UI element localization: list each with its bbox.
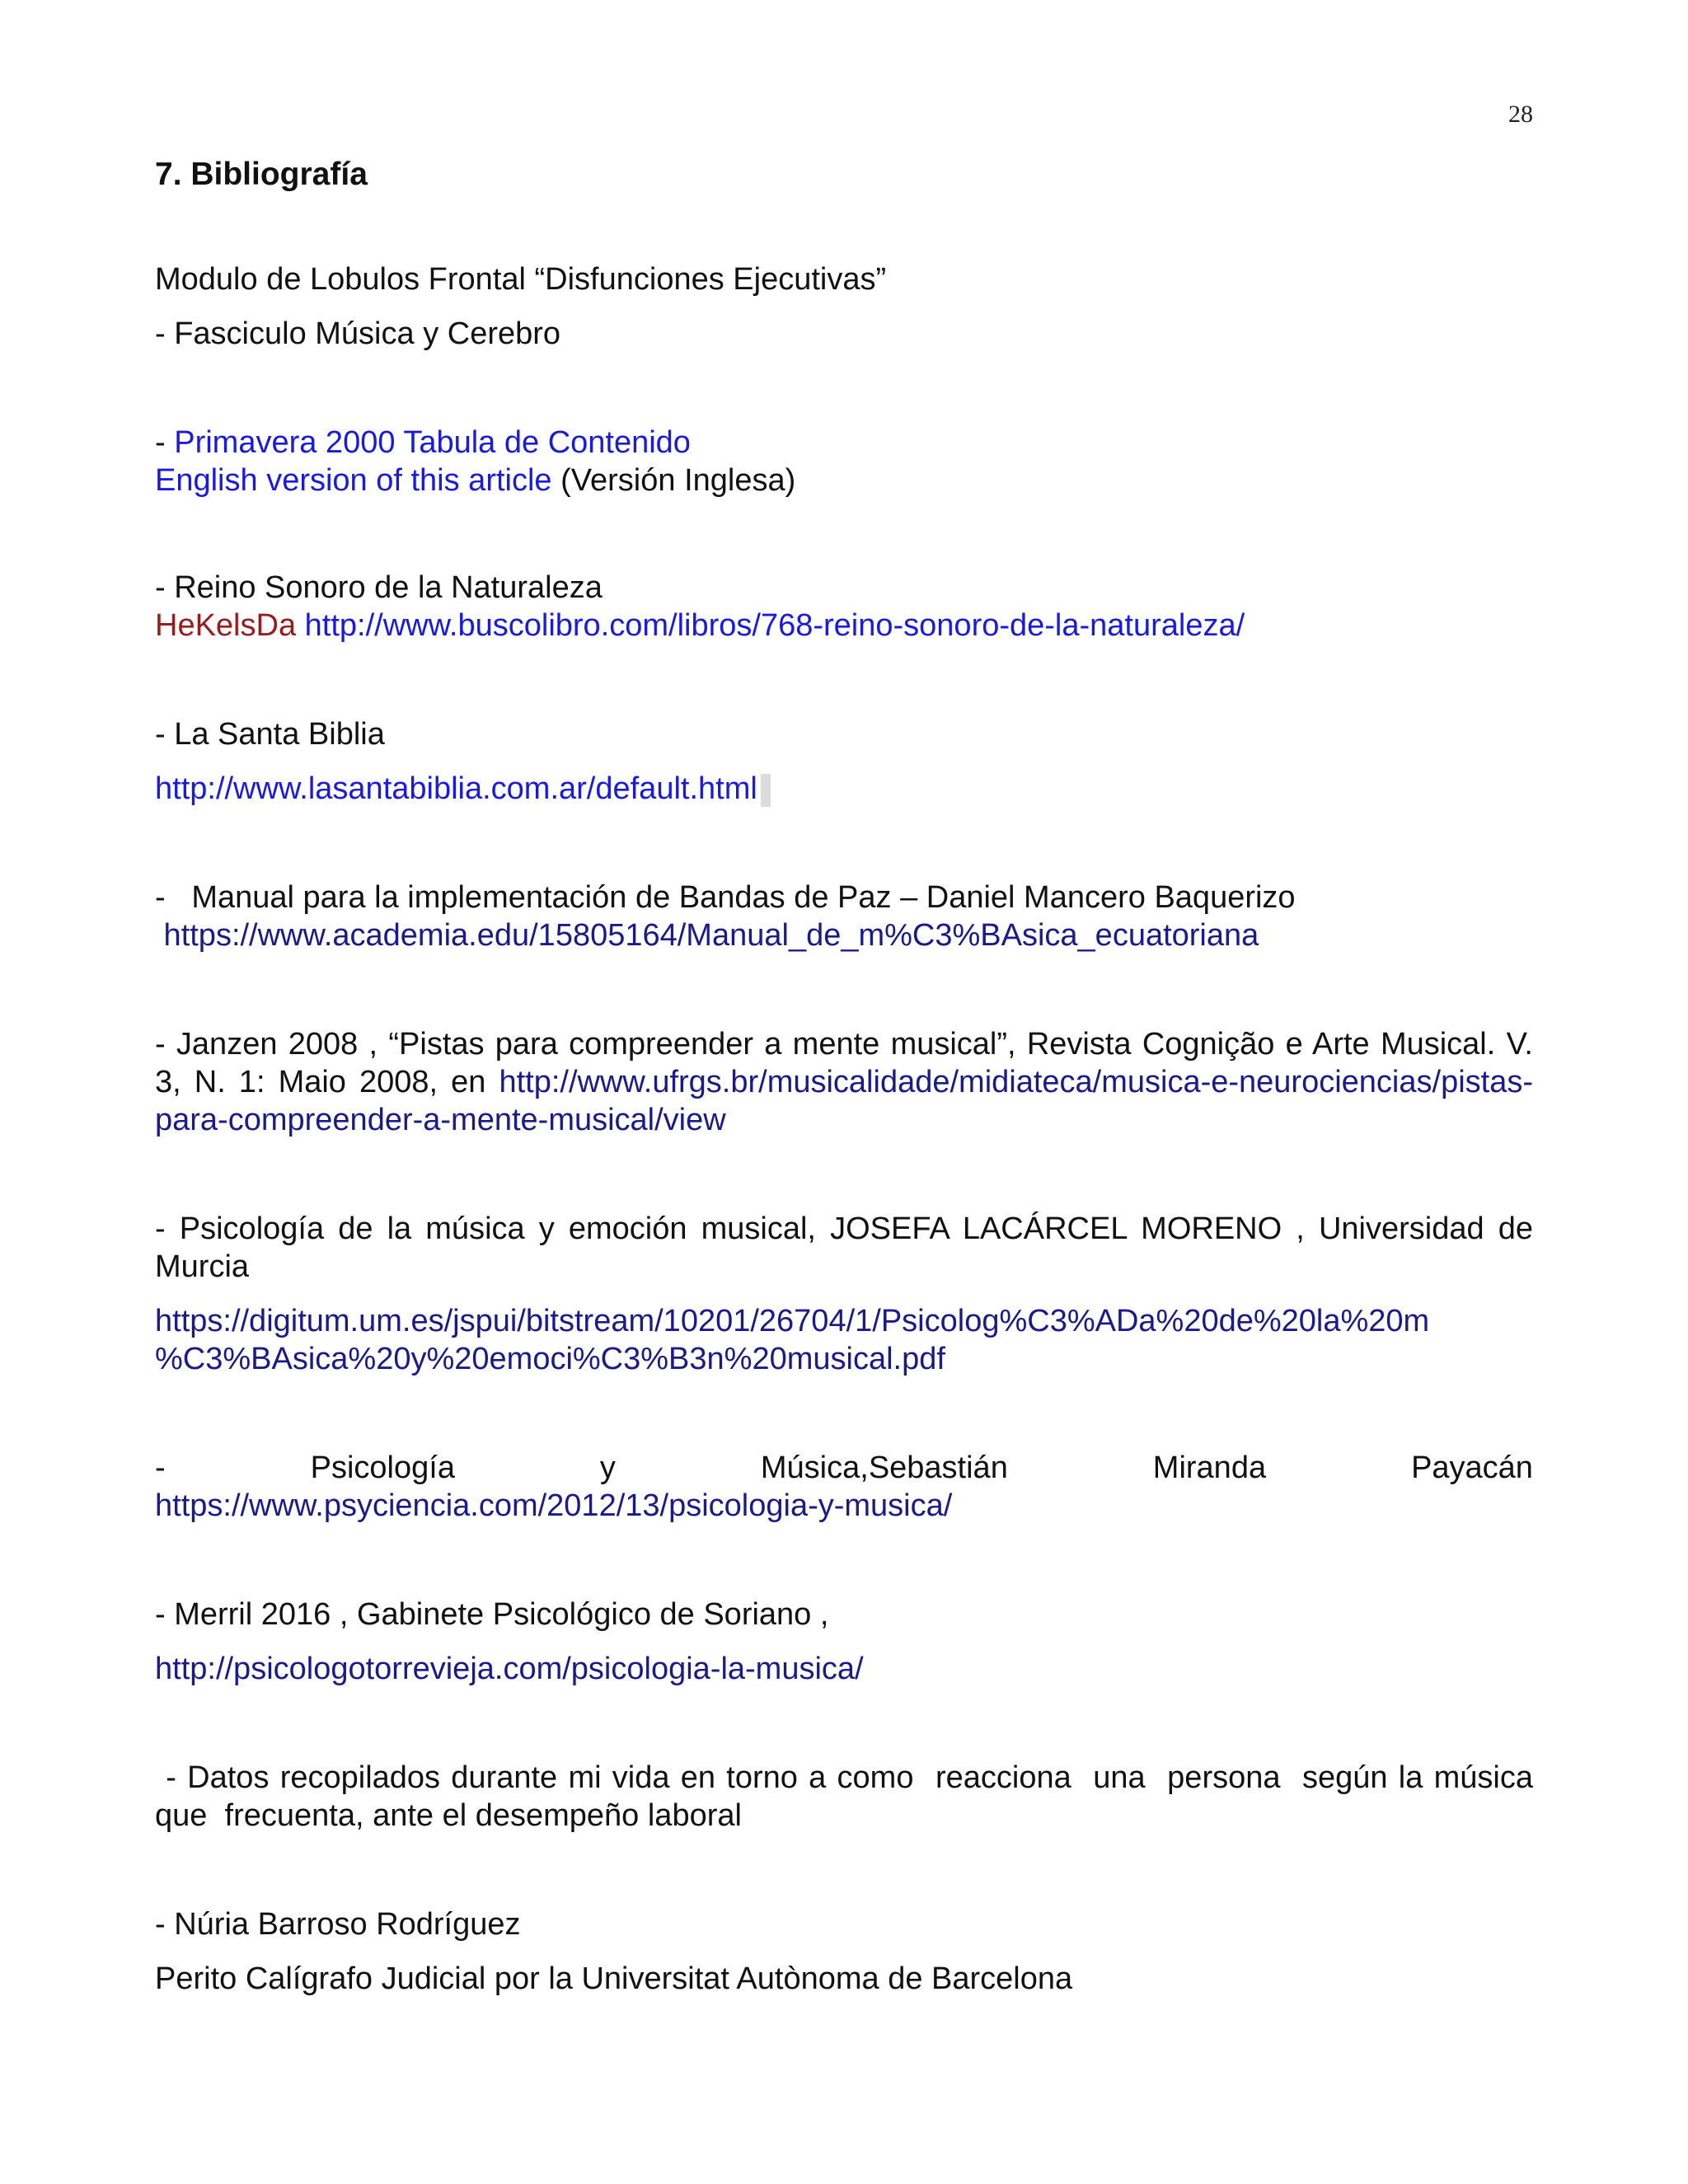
entry-reino-sonoro: [155, 569, 1533, 644]
entry-nuria-barroso: [155, 1905, 1533, 1998]
entry-santa-biblia: [155, 715, 1533, 808]
entry-datos-recopilados: [155, 1759, 1551, 1835]
entry-word: Payacán: [1411, 1451, 1533, 1485]
entry-text: - La Santa Biblia: [155, 717, 385, 752]
link-buscolibro[interactable]: http://www.buscolibro.com/libros/768-reino-sonoro-de-la-naturaleza/: [304, 608, 1245, 643]
link-digitum-line2[interactable]: %C3%BAsica%20y%20emoci%C3%B3n%20musical.pdf: [155, 1342, 945, 1376]
page-number: 28: [1508, 101, 1533, 128]
link-english-version[interactable]: English version of this article: [155, 463, 552, 498]
entry-janzen: [155, 1025, 1533, 1139]
entry-psicologia-y-musica: [155, 1449, 1533, 1525]
entry-word: Música,Sebastián: [760, 1451, 1008, 1485]
entry-word: -: [155, 1451, 166, 1485]
bibliography-list: [155, 260, 1551, 1998]
entry-word: Psicología: [310, 1451, 455, 1485]
entry-text: Perito Calígrafo Judicial por la Universitat Autònoma de Barcelona: [155, 1961, 1073, 1996]
section-heading: 7. Bibliografía: [155, 157, 368, 192]
entry-text: - Psicología de la música y emoción musical, JOSEFA LACÁRCEL MORENO , Universidad de Murcia: [155, 1212, 1533, 1284]
link-psyciencia[interactable]: https://www.psyciencia.com/2012/13/psicologia-y-musica/: [155, 1488, 953, 1523]
link-psicologotorrevieja[interactable]: http://psicologotorrevieja.com/psicologia-la-musica/: [155, 1652, 864, 1686]
entry-word: Miranda: [1152, 1451, 1267, 1485]
entry-author: HeKelsDa: [155, 608, 297, 643]
link-santa-biblia[interactable]: http://www.lasantabiblia.com.ar/default.html: [155, 771, 757, 806]
link-ufrgs[interactable]: http://www.ufrgs.br/musicalidade/midiateca/musica-e-neurociencias/pistas-para-compreender-a-mente-musical/view: [155, 1065, 1533, 1137]
entry-psicologia-musica: [155, 1210, 1533, 1378]
link-academia[interactable]: https://www.academia.edu/15805164/Manual_de_m%C3%BAsica_ecuatoriana: [155, 918, 1259, 953]
entry-bandas-de-paz: [155, 879, 1533, 954]
link-digitum-line1[interactable]: https://digitum.um.es/jspui/bitstream/10201/26704/1/Psicolog%C3%ADa%20de%20la%20m: [155, 1304, 1430, 1338]
text-cursor-highlight: [761, 774, 771, 807]
entry-text: - Núria Barroso Rodríguez: [155, 1907, 521, 1942]
entry-primavera: [155, 424, 1533, 499]
entry-text: - Janzen 2008 , “Pistas para compreender a mente musical”, Revista Cognição e Arte Musical. V. 3, N. 1: Maio 2008, en: [155, 1027, 1533, 1099]
entry-dash: -: [155, 425, 175, 460]
entry-text: Modulo de Lobulos Frontal “Disfunciones Ejecutivas”: [155, 262, 887, 297]
entry-text: (Versión Inglesa): [551, 463, 796, 498]
entry-text: - Manual para la implementación de Bandas de Paz – Daniel Mancero Baquerizo: [155, 880, 1296, 915]
entry-frontal-lobe: [155, 260, 1533, 353]
entry-text: - Datos recopilados durante mi vida en torno a como reacciona una persona según la música que frecuenta, ante el desempeño laboral: [155, 1760, 1551, 1833]
entry-merril: [155, 1596, 1533, 1688]
entry-word: y: [599, 1451, 616, 1485]
entry-text: - Merril 2016 , Gabinete Psicológico de Soriano ,: [155, 1597, 829, 1632]
link-primavera-contents[interactable]: Primavera 2000 Tabula de Contenido: [174, 425, 691, 460]
entry-text: - Fasciculo Música y Cerebro: [155, 316, 561, 351]
entry-text: - Reino Sonoro de la Naturaleza: [155, 570, 603, 605]
